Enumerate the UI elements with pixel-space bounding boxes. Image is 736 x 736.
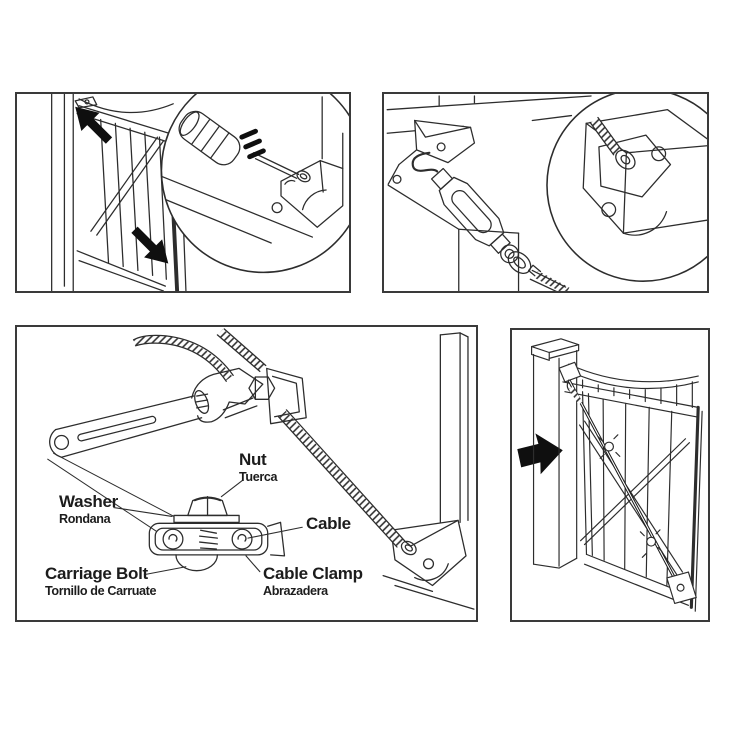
anti-sag-cable (559, 362, 696, 603)
gate-corner (388, 185, 518, 291)
turnbuckle-drawing (384, 94, 707, 291)
label-cable-clamp (263, 565, 363, 598)
cable-clamp (149, 522, 284, 556)
sagging-gate-drawing (17, 94, 349, 291)
panel-step-tighten-parts-callout (15, 325, 478, 622)
label-cable-clamp-en: Cable Clamp (263, 564, 363, 583)
label-carriage-bolt-en: Carriage Bolt (45, 564, 148, 583)
label-carriage-bolt-es: Tornillo de Carruate (45, 583, 157, 598)
turnbuckle (426, 163, 527, 271)
adjustable-wrench (50, 368, 263, 457)
fence-post (52, 94, 74, 291)
magnifier-circle (161, 94, 349, 272)
label-nut-en: Nut (239, 450, 267, 469)
label-nut-es: Tuerca (239, 469, 278, 484)
label-washer-es: Rondana (59, 511, 111, 526)
hex-nut (188, 497, 227, 516)
panel-step-finished-gate (510, 328, 710, 622)
label-nut (239, 451, 278, 484)
finished-gate-drawing (512, 330, 708, 620)
corner-bracket (388, 120, 474, 184)
washer (174, 515, 239, 522)
gripped-nut-and-plate (249, 368, 306, 423)
sag-arrow-up-left-icon (75, 107, 112, 144)
pointer-arrow-right-icon (516, 431, 565, 477)
label-carriage-bolt (45, 565, 160, 598)
cable (134, 329, 405, 547)
panel-step-sagging-gate (15, 92, 351, 293)
label-washer (59, 493, 118, 526)
label-cable (306, 515, 351, 533)
label-washer-en: Washer (59, 492, 118, 511)
fence-post (440, 333, 468, 528)
panel-step-turnbuckle-attach (382, 92, 709, 293)
magnifier-circle (547, 94, 707, 281)
label-cable-clamp-es: Abrazadera (263, 583, 328, 598)
label-cable-en: Cable (306, 514, 351, 533)
leader-lines (114, 480, 302, 575)
carriage-bolt (176, 555, 217, 571)
